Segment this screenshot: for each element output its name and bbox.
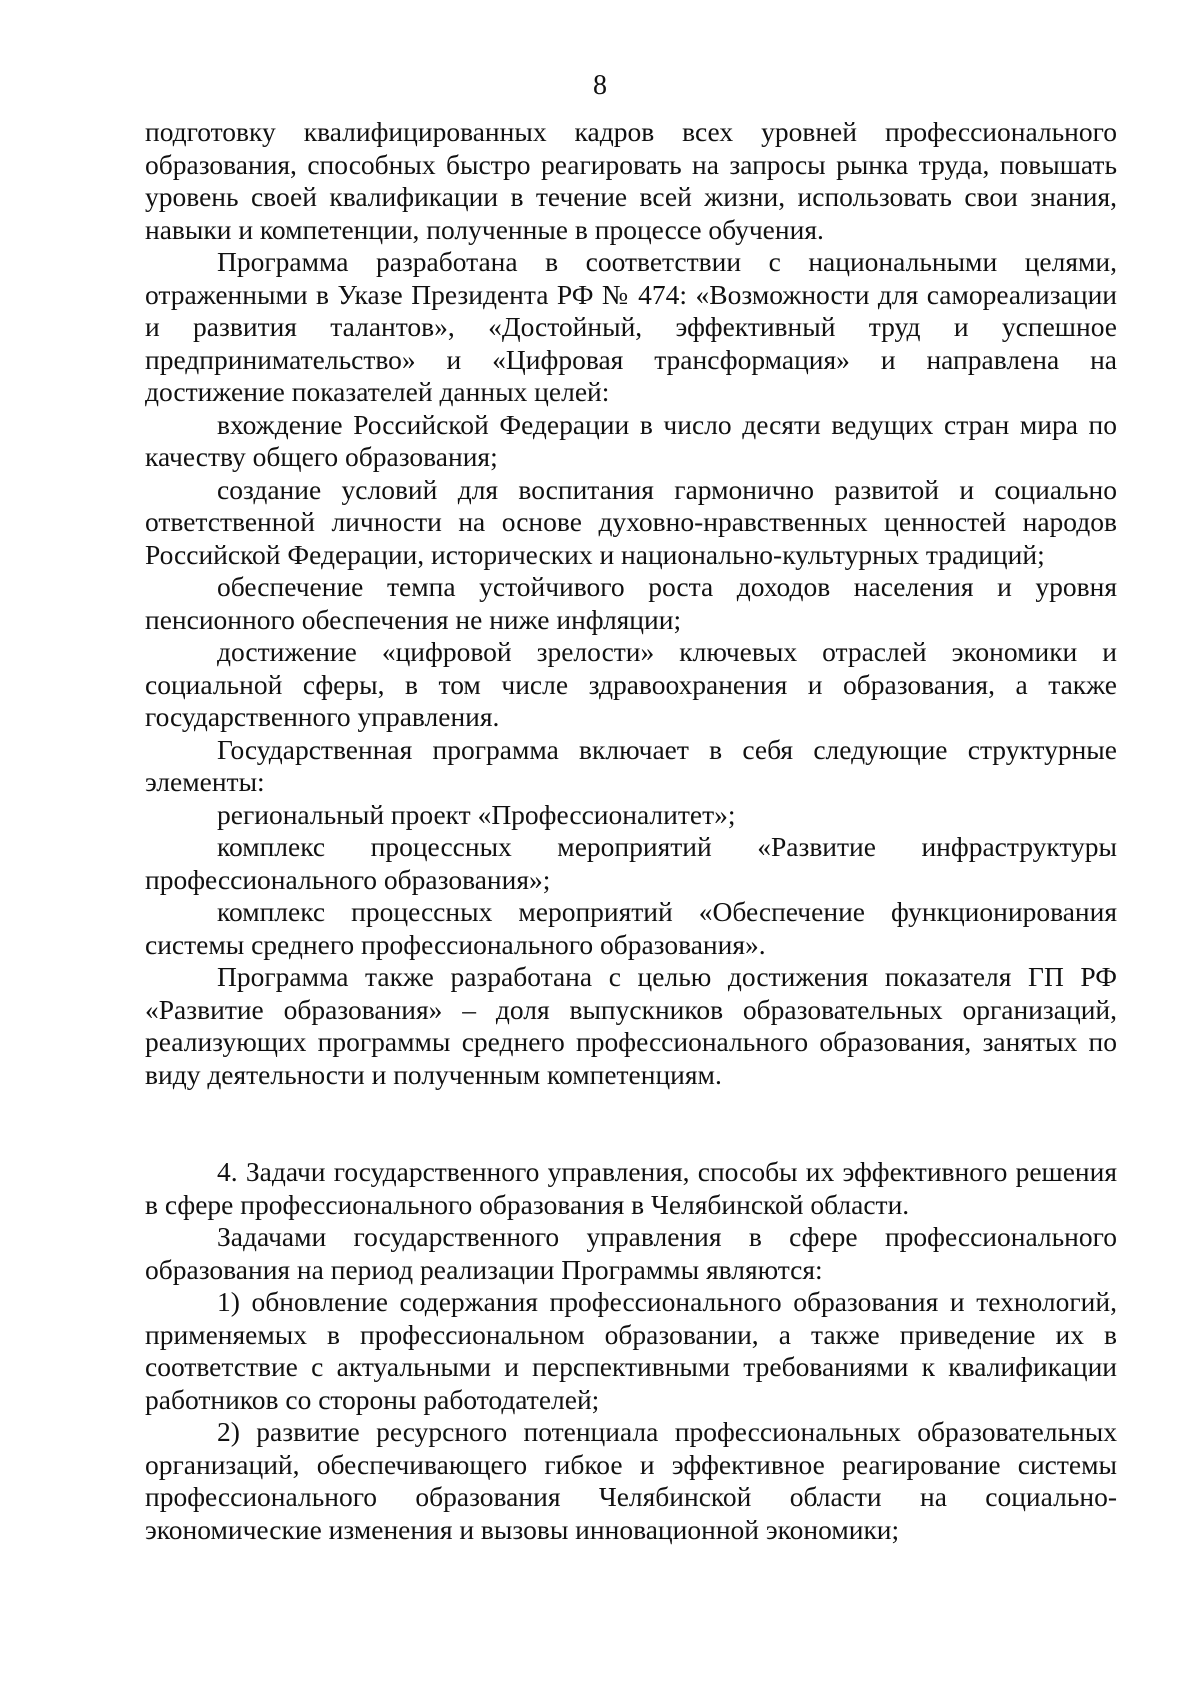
list-item-functioning-complex: комплекс процессных мероприятий «Обеспечение функционирования системы среднего профессионального образования». — [145, 896, 1117, 960]
list-item-education-quality: вхождение Российской Федерации в число десяти ведущих стран мира по качеству общего образования; — [145, 408, 1117, 472]
section-gap — [145, 1091, 1117, 1156]
task-item-2: 2) развитие ресурсного потенциала профессиональных образовательных организаций, обеспечивающего гибкое и эффективное реагирование системы профессионального образования Челябинской области на социально-экономические изменения и вызовы инновационной экономики; — [145, 1416, 1117, 1545]
document-body — [145, 116, 1117, 1546]
paragraph-tasks-intro: Задачами государственного управления в сфере профессионального образования на период реализации Программы являются: — [145, 1221, 1117, 1285]
list-item-infrastructure-complex: комплекс процессных мероприятий «Развитие инфраструктуры профессионального образования»; — [145, 831, 1117, 895]
list-item-regional-project: региональный проект «Профессионалитет»; — [217, 798, 736, 830]
section-heading-4: 4. Задачи государственного управления, способы их эффективного решения в сфере профессионального образования в Челябинской области. — [145, 1156, 1117, 1220]
page-number: 8 — [593, 70, 607, 101]
paragraph-structural-elements: Государственная программа включает в себя следующие структурные элементы: — [145, 733, 1117, 797]
paragraph-program-goals: Программа разработана в соответствии с национальными целями, отраженными в Указе Президента РФ № 474: «Возможности для самореализации и развития талантов», «Достойный, эффективный труд и успешное предпринимательство» и «Цифровая трансформация» и направлена на достижение показателей данных целей: — [145, 246, 1117, 407]
paragraph-continuation: подготовку квалифицированных кадров всех уровней профессионального образования, способных быстро реагировать на запросы рынка труда, повышать уровень своей квалификации в течение всей жизни, использовать свои знания, навыки и компетенции, полученные в процессе обучения. — [145, 116, 1117, 245]
list-item-digital-maturity: достижение «цифровой зрелости» ключевых отраслей экономики и социальной сферы, в том числе здравоохранения и образования, а также государственного управления. — [145, 636, 1117, 732]
task-item-1: 1) обновление содержания профессионального образования и технологий, применяемых в профессиональном образовании, а также приведение их в соответствие с актуальными и перспективными требованиями к квалификации работников со стороны работодателей; — [145, 1286, 1117, 1415]
list-item-income-growth: обеспечение темпа устойчивого роста доходов населения и уровня пенсионного обеспечения не ниже инфляции; — [145, 571, 1117, 635]
list-item-personality-development: создание условий для воспитания гармонично развитой и социально ответственной личности на основе духовно-нравственных ценностей народов Российской Федерации, исторических и национально-культурных традиций; — [145, 473, 1117, 570]
paragraph-indicator: Программа также разработана с целью достижения показателя ГП РФ «Развитие образования» – доля выпускников образовательных организаций, реализующих программы среднего профессионального образования, занятых по виду деятельности и полученным компетенциям. — [145, 961, 1117, 1090]
